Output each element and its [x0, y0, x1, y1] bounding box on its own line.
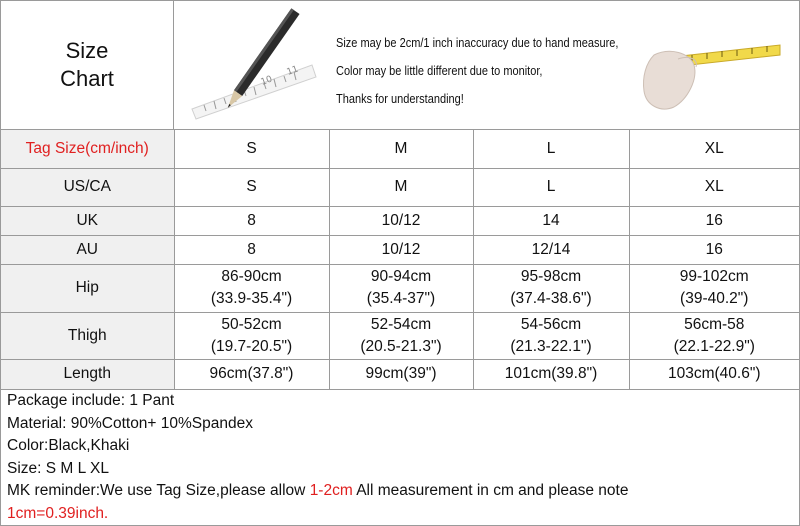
reminder-info: [1, 480, 799, 503]
table-cell: 8: [174, 235, 329, 264]
header: [1, 1, 799, 130]
table-cell: 103cm(40.6"): [629, 359, 799, 389]
table-cell: [629, 312, 799, 359]
table-cell: 16: [629, 235, 799, 264]
table-cell: 16: [629, 206, 799, 235]
table-cell: S: [174, 130, 329, 168]
table-cell: 8: [174, 206, 329, 235]
row-label-thigh: Thigh: [1, 312, 174, 359]
material-info: Material: 90%Cotton+ 10%Spandex: [7, 414, 254, 432]
table-cell: 96cm(37.8"): [174, 359, 329, 389]
row-label-tag-size: Tag Size(cm/inch): [1, 130, 174, 168]
cm-value: 50-52cm: [221, 315, 282, 333]
measurement-notes: [336, 29, 618, 113]
table-cell: 10/12: [329, 235, 473, 264]
cm-value: 56cm-58: [684, 315, 745, 333]
reminder-tolerance: 1-2cm: [309, 482, 353, 500]
note-hand-measure: Size may be 2cm/1 inch inaccuracy due to hand measure,: [336, 36, 619, 50]
inch-value: (35.4-37"): [366, 290, 436, 307]
table-cell: 99cm(39"): [329, 359, 473, 389]
note-color-monitor: Color may be little different due to monitor,: [336, 64, 543, 78]
row-label-hip: Hip: [1, 264, 174, 312]
inch-value: (21.3-22.1"): [510, 337, 592, 355]
table-row: [1, 206, 799, 235]
table-cell: XL: [629, 168, 799, 206]
table-row: [1, 312, 799, 359]
size-table: [1, 130, 799, 390]
table-cell: M: [329, 130, 473, 168]
note-thanks: Thanks for understanding!: [336, 92, 464, 106]
measure-banner: [174, 1, 799, 129]
cm-value: 52-54cm: [370, 315, 432, 333]
table-cell: 14: [473, 206, 629, 235]
row-label-au: AU: [1, 235, 174, 264]
inch-value: (20.5-21.3"): [360, 337, 442, 355]
inch-value: (37.4-38.6"): [510, 290, 592, 307]
inch-value: (33.9-35.4"): [210, 290, 293, 307]
row-label-length: Length: [1, 359, 174, 389]
inch-value: (22.1-22.9"): [673, 337, 755, 355]
reminder-text-a: MK reminder:We use Tag Size,please allow: [7, 482, 310, 500]
table-cell: S: [174, 168, 329, 206]
table-cell: [473, 264, 629, 312]
table-row: [1, 235, 799, 264]
hand-tape-measure-icon: [632, 15, 782, 120]
table-cell: [473, 312, 629, 359]
table-cell: [174, 264, 329, 312]
table-cell: L: [473, 168, 629, 206]
title-line-1: Size: [65, 38, 109, 63]
size-info: Size: S M L XL: [7, 459, 109, 477]
inch-value: (19.7-20.5"): [210, 337, 293, 355]
package-info: Package include: 1 Pant: [7, 392, 175, 409]
table-cell: 101cm(39.8"): [473, 359, 629, 389]
color-info: Color:Black,Khaki: [7, 437, 130, 455]
table-cell: [329, 312, 473, 359]
cm-value: 86-90cm: [221, 268, 282, 285]
table-row: [1, 359, 799, 389]
table-cell: 10/12: [329, 206, 473, 235]
cm-value: 90-94cm: [370, 268, 432, 285]
table-cell: 12/14: [473, 235, 629, 264]
table-cell: [329, 264, 473, 312]
table-row: [1, 264, 799, 312]
table-cell: L: [473, 130, 629, 168]
table-cell: [174, 312, 329, 359]
table-row: [1, 168, 799, 206]
title-line-2: Chart: [60, 66, 114, 91]
pencil-ruler-icon: [184, 5, 324, 120]
svg-text:10: 10: [259, 74, 274, 88]
conversion-note: 1cm=0.39inch.: [7, 504, 109, 522]
svg-text:11: 11: [285, 64, 300, 78]
row-label-uk: UK: [1, 206, 174, 235]
cm-value: 99-102cm: [679, 268, 749, 285]
table-cell: XL: [629, 130, 799, 168]
table-cell: [629, 264, 799, 312]
reminder-text-b: All measurement in cm and please note: [352, 482, 629, 500]
product-details: [1, 389, 799, 526]
cm-value: 95-98cm: [520, 268, 582, 285]
inch-value: (39-40.2"): [680, 290, 749, 307]
table-cell: M: [329, 168, 473, 206]
size-chart-title: [1, 1, 174, 129]
cm-value: 54-56cm: [520, 315, 582, 333]
row-label-us-ca: US/CA: [1, 168, 174, 206]
table-row: [1, 130, 799, 168]
